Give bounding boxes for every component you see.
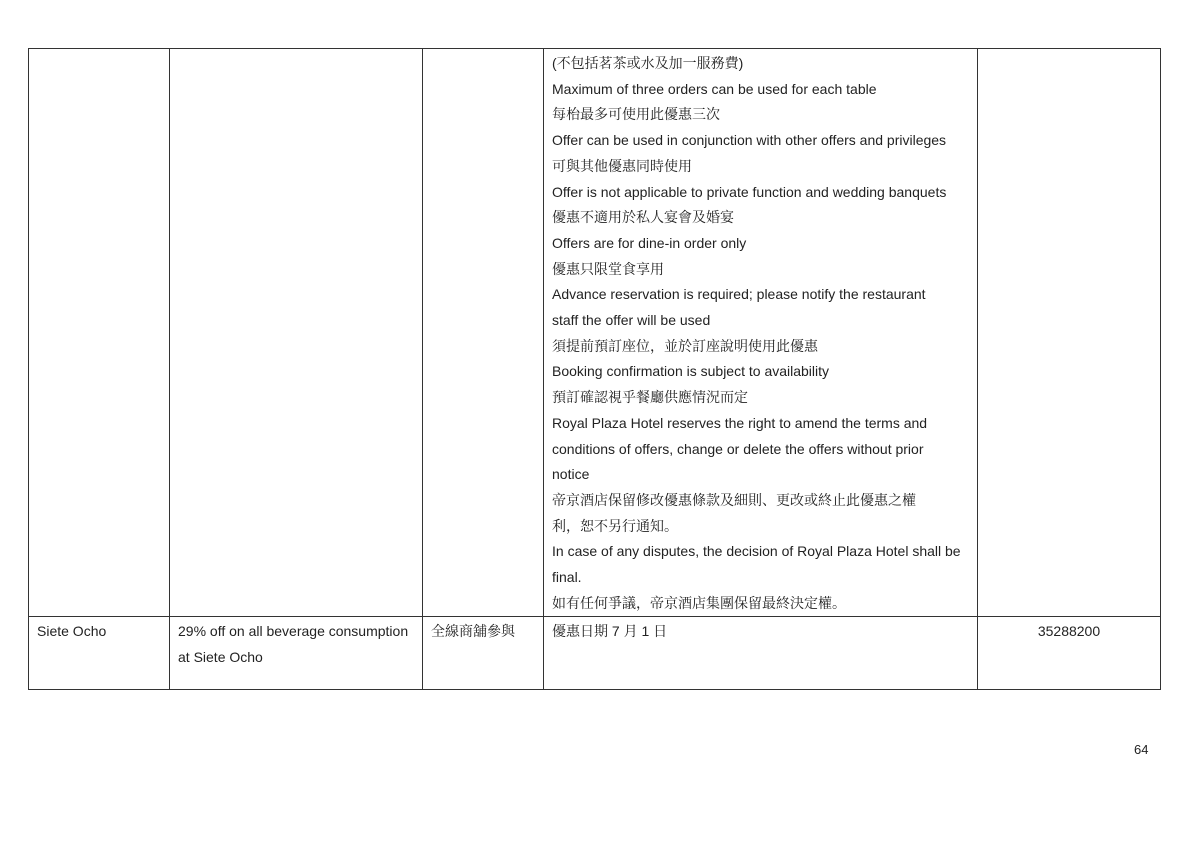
terms-line: final. bbox=[552, 569, 582, 586]
offer-cell bbox=[170, 49, 423, 617]
terms-line: (不包括茗茶或水及加一服務費) bbox=[552, 55, 744, 71]
terms-cell bbox=[544, 49, 978, 617]
terms-line: 須提前預訂座位，並於訂座說明使用此優惠 bbox=[552, 337, 818, 354]
participating-shops-cell: 全線商舖參與 bbox=[423, 617, 544, 690]
terms-line: 可與其他優惠同時使用 bbox=[552, 157, 692, 174]
participating-shops-cell bbox=[423, 49, 544, 617]
terms-line: staff the offer will be used bbox=[552, 312, 711, 329]
offer-cell: 29% off on all beverage consumption at Siete Ocho bbox=[170, 617, 423, 690]
terms-line: Offer is not applicable to private function and wedding banquets bbox=[552, 183, 947, 200]
table-row bbox=[29, 617, 1161, 690]
terms-cell: 優惠日期 7 月 1 日 bbox=[544, 617, 978, 690]
phone-cell bbox=[978, 49, 1161, 617]
merchant-cell: Siete Ocho bbox=[29, 617, 170, 690]
offers-table bbox=[28, 48, 1161, 690]
terms-line: conditions of offers, change or delete the offers without prior bbox=[552, 440, 924, 457]
terms-line: Offers are for dine-in order only bbox=[552, 234, 747, 251]
terms-line: 預訂確認視乎餐廳供應情況而定 bbox=[552, 389, 748, 406]
merchant-cell bbox=[29, 49, 170, 617]
terms-line: 利，恕不另行通知。 bbox=[552, 517, 678, 534]
terms-line: Booking confirmation is subject to availability bbox=[552, 363, 830, 380]
terms-line: Advance reservation is required; please notify the restaurant bbox=[552, 286, 926, 303]
terms-line: Royal Plaza Hotel reserves the right to amend the terms and bbox=[552, 414, 928, 431]
terms-line: 優惠只限堂食享用 bbox=[552, 260, 664, 277]
terms-line: 每枱最多可使用此優惠三次 bbox=[552, 106, 720, 123]
terms-line: 如有任何爭議，帝京酒店集團保留最終決定權。 bbox=[552, 594, 846, 611]
terms-line: 優惠不適用於私人宴會及婚宴 bbox=[552, 209, 734, 226]
terms-line: 帝京酒店保留修改優惠條款及細則、更改或終止此優惠之權 bbox=[552, 491, 916, 508]
terms-line: In case of any disputes, the decision of Royal Plaza Hotel shall be bbox=[552, 543, 961, 560]
terms-line: Offer can be used in conjunction with other offers and privileges bbox=[552, 132, 947, 149]
phone-cell: 35288200 bbox=[978, 617, 1161, 690]
page-number: 64 bbox=[1134, 742, 1149, 757]
terms-line: Maximum of three orders can be used for each table bbox=[552, 80, 877, 97]
table-row-continued bbox=[29, 49, 1161, 617]
terms-line: notice bbox=[552, 466, 590, 483]
